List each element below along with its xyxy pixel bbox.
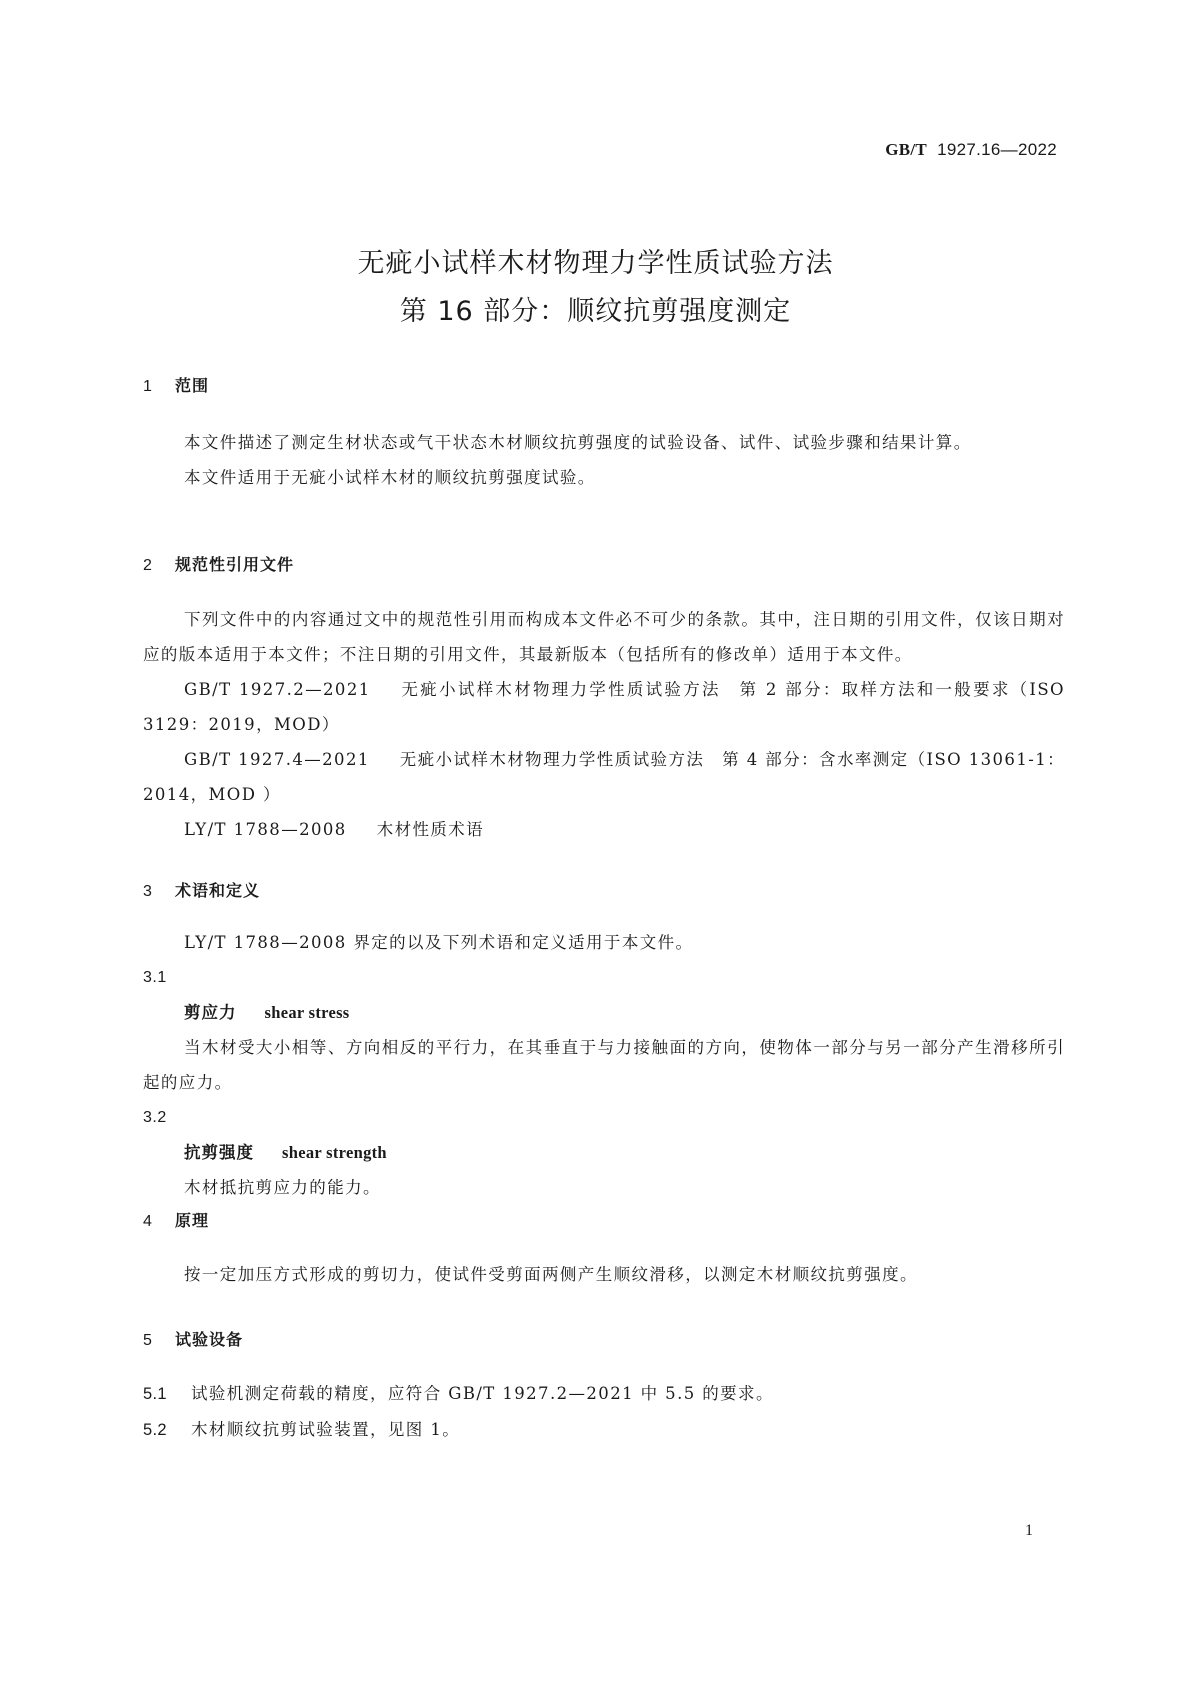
section-number: 5 bbox=[143, 1332, 153, 1349]
reference-title: 木材性质术语 bbox=[376, 820, 485, 839]
term-heading bbox=[143, 995, 1065, 1030]
reference-code: LY/T 1788—2008 bbox=[184, 820, 347, 839]
section-heading-references bbox=[143, 552, 294, 575]
section-heading-principle bbox=[143, 1208, 209, 1231]
equipment-body bbox=[143, 1376, 1065, 1448]
clause-number: 5.2 bbox=[143, 1421, 167, 1439]
title-line-2: 第 16 部分：顺纹抗剪强度测定 bbox=[399, 296, 792, 327]
term-number: 3.1 bbox=[143, 969, 167, 986]
reference-code: GB/T 1927.2—2021 bbox=[184, 680, 371, 699]
term-number: 3.2 bbox=[143, 1109, 167, 1126]
reference-title: 无疵小试样木材物理力学性质试验方法 第 2 部分：取样方法和一般要求 bbox=[400, 680, 1011, 699]
reference-code: GB/T 1927.4—2021 bbox=[184, 750, 370, 769]
section-title: 术语和定义 bbox=[175, 881, 261, 900]
section-title: 规范性引用文件 bbox=[175, 555, 295, 574]
clause-text: 试验机测定荷载的精度，应符合 GB/T 1927.2—2021 中 5.5 的要求。 bbox=[191, 1384, 774, 1403]
reference-item bbox=[143, 812, 1065, 847]
section-heading-terms bbox=[143, 878, 260, 901]
section-number: 1 bbox=[143, 378, 153, 395]
standard-prefix: GB/T bbox=[885, 140, 928, 159]
scope-body bbox=[143, 425, 1065, 495]
reference-title: 无疵小试样木材物理力学性质试验方法 第 4 部分：含水率测定 bbox=[399, 750, 909, 769]
section-number: 2 bbox=[143, 557, 153, 574]
terms-intro: LY/T 1788—2008 界定的以及下列术语和定义适用于本文件。 bbox=[184, 933, 694, 952]
terms-body bbox=[143, 925, 1065, 1205]
title-line-1: 无疵小试样木材物理力学性质试验方法 bbox=[357, 248, 834, 279]
term-cn: 抗剪强度 bbox=[184, 1143, 254, 1162]
section-title: 试验设备 bbox=[175, 1330, 244, 1349]
term-definition: 当木材受大小相等、方向相反的平行力，在其垂直于与力接触面的方向，使物体一部分与另一部分产生滑移所引起的应力。 bbox=[143, 1038, 1065, 1092]
equipment-item bbox=[143, 1376, 1065, 1412]
reference-item bbox=[143, 742, 1065, 812]
page-number: 1 bbox=[1025, 1522, 1033, 1539]
scope-paragraph-1: 本文件描述了测定生材状态或气干状态木材顺纹抗剪强度的试验设备、试件、试验步骤和结果计算。 bbox=[184, 433, 972, 452]
term-definition: 木材抵抗剪应力的能力。 bbox=[184, 1178, 381, 1197]
section-number: 3 bbox=[143, 883, 153, 900]
clause-number: 5.1 bbox=[143, 1385, 167, 1403]
section-heading-equipment bbox=[143, 1327, 243, 1350]
term-cn: 剪应力 bbox=[184, 1003, 237, 1022]
standard-number: 1927.16—2022 bbox=[937, 140, 1057, 159]
term-heading bbox=[143, 1135, 1065, 1170]
section-title: 范围 bbox=[175, 376, 210, 395]
principle-body bbox=[143, 1257, 1065, 1292]
scope-paragraph-2: 本文件适用于无疵小试样木材的顺纹抗剪强度试验。 bbox=[184, 468, 596, 487]
principle-paragraph: 按一定加压方式形成的剪切力，使试件受剪面两侧产生顺纹滑移，以测定木材顺纹抗剪强度。 bbox=[184, 1265, 918, 1284]
clause-text: 木材顺纹抗剪试验装置，见图 1。 bbox=[191, 1420, 461, 1439]
term-en: shear stress bbox=[264, 1003, 350, 1022]
reference-item bbox=[143, 672, 1065, 742]
references-intro: 下列文件中的内容通过文中的规范性引用而构成本文件必不可少的条款。其中，注日期的引用文件，仅该日期对应的版本适用于本文件；不注日期的引用文件，其最新版本（包括所有的修改单）适用于本文件。 bbox=[143, 610, 1065, 664]
reference-note: （ISO 13061-1：2014，MOD ） bbox=[143, 750, 1065, 804]
document-title bbox=[0, 240, 1191, 336]
standard-id bbox=[885, 140, 1057, 160]
reference-note: （ISO 3129：2019，MOD） bbox=[143, 680, 1065, 734]
section-title: 原理 bbox=[175, 1211, 210, 1230]
references-body bbox=[143, 602, 1065, 847]
term-en: shear strength bbox=[282, 1143, 387, 1162]
section-heading-scope bbox=[143, 373, 209, 396]
equipment-item bbox=[143, 1412, 1065, 1448]
section-number: 4 bbox=[143, 1213, 153, 1230]
